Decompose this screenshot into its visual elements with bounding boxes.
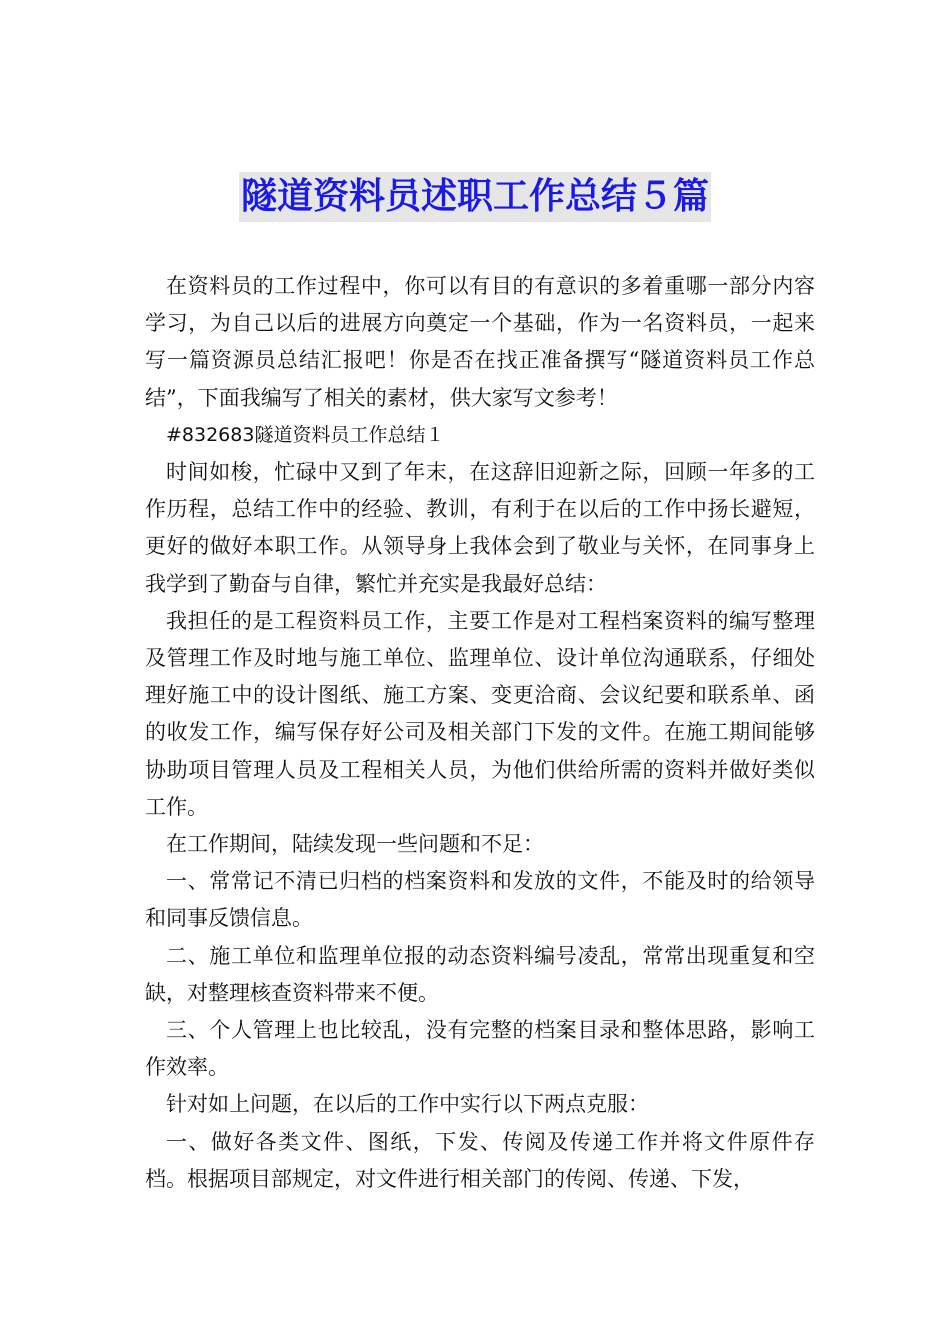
paragraph-solutions-intro: 针对如上问题，在以后的工作中实行以下两点克服： [166,1092,649,1117]
paragraph-problem-1: 一、常常记不清已归档的档案资料和发放的文件，不能及时的给领导和同事反馈信息。 [145,869,815,931]
paragraph-duties: 我担任的是工程资料员工作，主要工作是对工程档案资料的编写整理及管理工作及时地与施工单位、监理单位、设计单位沟通联系，仔细处理好施工中的设计图纸、施工方案、变更洽商、会议纪要和联系单、函的收发工作，编写保存好公司及相关部门下发的文件。在施工期间能够协助项目管理人员及工程相关人员，为他们供给所需的资料并做好类似工作。 [145,608,815,819]
section-heading-1: #832683隧道资料员工作总结１ [166,423,445,446]
paragraph-intro: 在资料员的工作过程中，你可以有目的有意识的多着重哪一部分内容学习，为自己以后的进展方向奠定一个基础，作为一名资料员，一起来写一篇资源员总结汇报吧！你是否在找正准备撰写“隧道资料员工作总结”，下面我编写了相关的素材，供大家写文参考！ [145,274,815,410]
paragraph-problems-intro: 在工作期间，陆续发现一些问题和不足： [166,832,544,857]
paragraph-year-review: 时间如梭，忙碌中又到了年末，在这辞旧迎新之际，回顾一年多的工作历程，总结工作中的经验、教训，有利于在以后的工作中扬长避短，更好的做好本职工作。从领导身上我体会到了敬业与关怀，在同事身上我学到了勤奋与自律，繁忙并充实是我最好总结： [145,460,815,596]
document-title: 隧道资料员述职工作总结５篇 [239,172,711,222]
document-body [145,268,815,1198]
paragraph-problem-3: 三、个人管理上也比较乱，没有完整的档案目录和整体思路，影响工作效率。 [145,1018,815,1080]
title-container [0,172,950,222]
paragraph-solution-1: 一、做好各类文件、图纸，下发、传阅及传递工作并将文件原件存档。根据项目部规定，对文件进行相关部门的传阅、传递、下发， [145,1129,815,1191]
paragraph-problem-2: 二、施工单位和监理单位报的动态资料编号凌乱，常常出现重复和空缺，对整理核查资料带来不便。 [145,943,815,1005]
